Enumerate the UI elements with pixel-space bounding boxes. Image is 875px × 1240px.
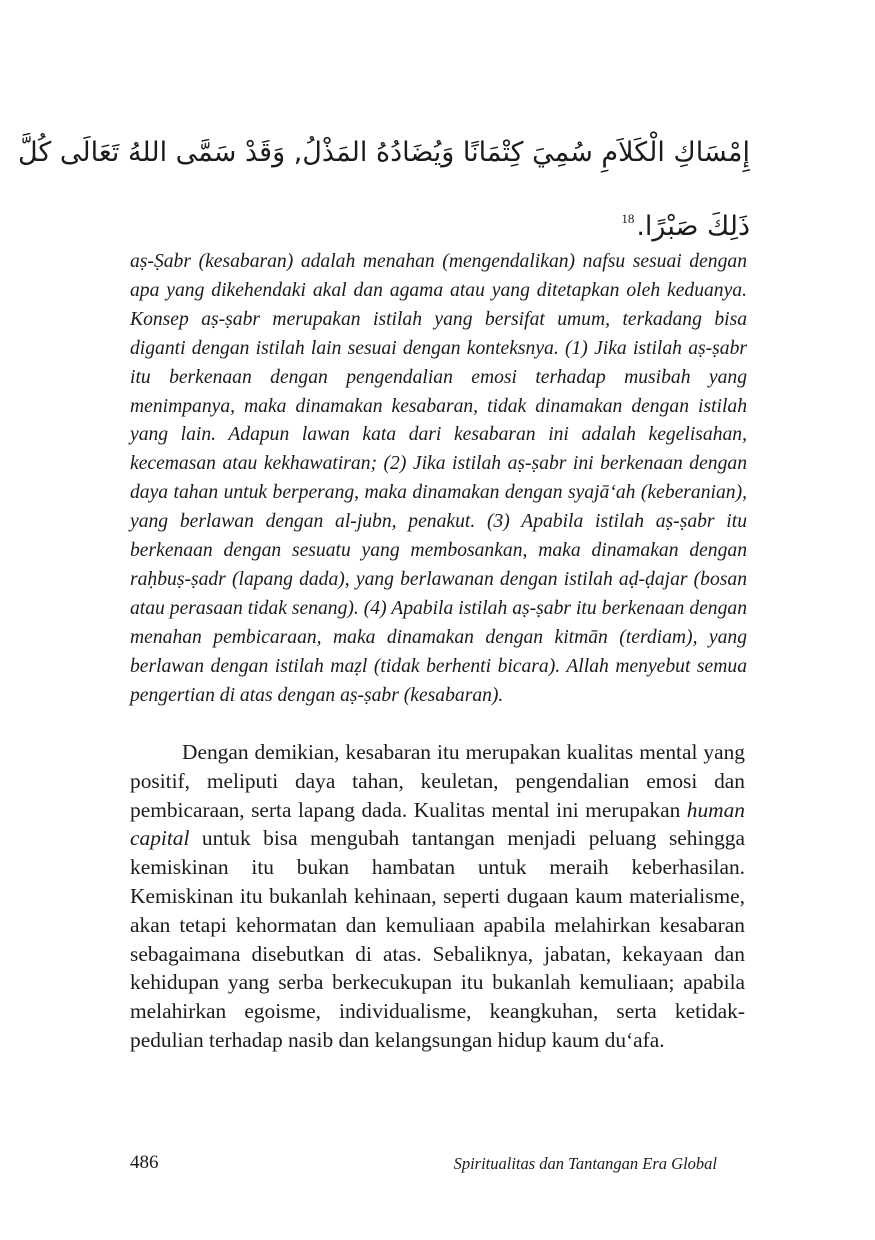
footnote-reference: 18 — [621, 211, 635, 226]
paragraph-part-1: Dengan demikian, kesabaran itu merupakan kualitas mental yang positif, meliputi daya tahan, keuletan, pengendalian emosi dan pembicaraan, serta lapang dada. Kualitas mental ini merupakan — [130, 740, 745, 822]
paragraph-part-2: untuk bisa mengubah tantangan menjadi peluang sehingga kemiskinan itu bukan hambatan untuk meraih keberhasilan. Kemiskinan itu bukanlah kehinaan, seperti dugaan kaum materialisme, akan tetapi kehormatan dan kemuliaan apabila melahirkan kesabaran sebagaimana disebutkan di atas. Sebaliknya, jabatan, kekayaan dan kehidupan yang serba berkecukupan itu bukanlah kemuliaan; apabila melahirkan egoisme, individualisme, keangkuhan, serta ketidak-pedulian terhadap nasib dan kelangsungan hidup kaum du‘afa. — [130, 826, 745, 1052]
arabic-line-2-text: ذَلِكَ صَبْرًا. — [636, 211, 750, 242]
page-number: 486 — [130, 1152, 159, 1173]
page-footer — [130, 1152, 747, 1178]
arabic-quotation — [17, 120, 750, 260]
emphasis-human-capital: human capital — [130, 797, 745, 851]
arabic-line-1: إِمْسَاكِ الْكَلاَمِ سُمِيَ كِتْمَانًا وَيُضَادُهُ المَذْلُ, وَقَدْ سَمَّى اللهُ تَعَالَى كُلَّ — [17, 137, 750, 168]
translation-quote: aṣ-Ṣabr (kesabaran) adalah menahan (mengendalikan) nafsu sesuai dengan apa yang dikehendaki akal dan agama atau yang ditetapkan oleh keduanya. Konsep aṣ-ṣabr merupakan istilah yang bersifat umum, terkadang bisa diganti dengan istilah lain sesuai dengan konteksnya. (1) Jika istilah aṣ-ṣabr itu berkenaan dengan pengendalian emosi terhadap musibah yang menimpanya, maka dinamakan kesabaran, tidak dinamakan dengan istilah yang lain. Adapun lawan kata dari kesabaran ini adalah kegelisahan, kecemasan atau kekhawatiran; (2) Jika istilah aṣ-ṣabr ini berkenaan dengan daya tahan untuk berperang, maka dinamakan dengan syajā‘ah (keberanian), yang berlawan dengan al-jubn, penakut. (3) Apabila istilah aṣ-ṣabr itu berkenaan dengan sesuatu yang membosankan, maka dinamakan dengan raḥbuṣ-ṣadr (lapang dada), yang berlawanan dengan istilah aḍ-ḍajar (bosan atau perasaan tidak senang). (4) Apabila istilah aṣ-ṣabr itu berkenaan dengan menahan pembicaraan, maka dinamakan dengan kitmān (terdiam), yang berlawan dengan istilah maẓl (tidak berhenti bicara). Allah menyebut semua pengertian di atas dengan aṣ-ṣabr (kesabaran). — [130, 251, 747, 706]
body-paragraph — [130, 738, 745, 1055]
running-title: Spiritualitas dan Tantangan Era Global — [453, 1154, 717, 1173]
